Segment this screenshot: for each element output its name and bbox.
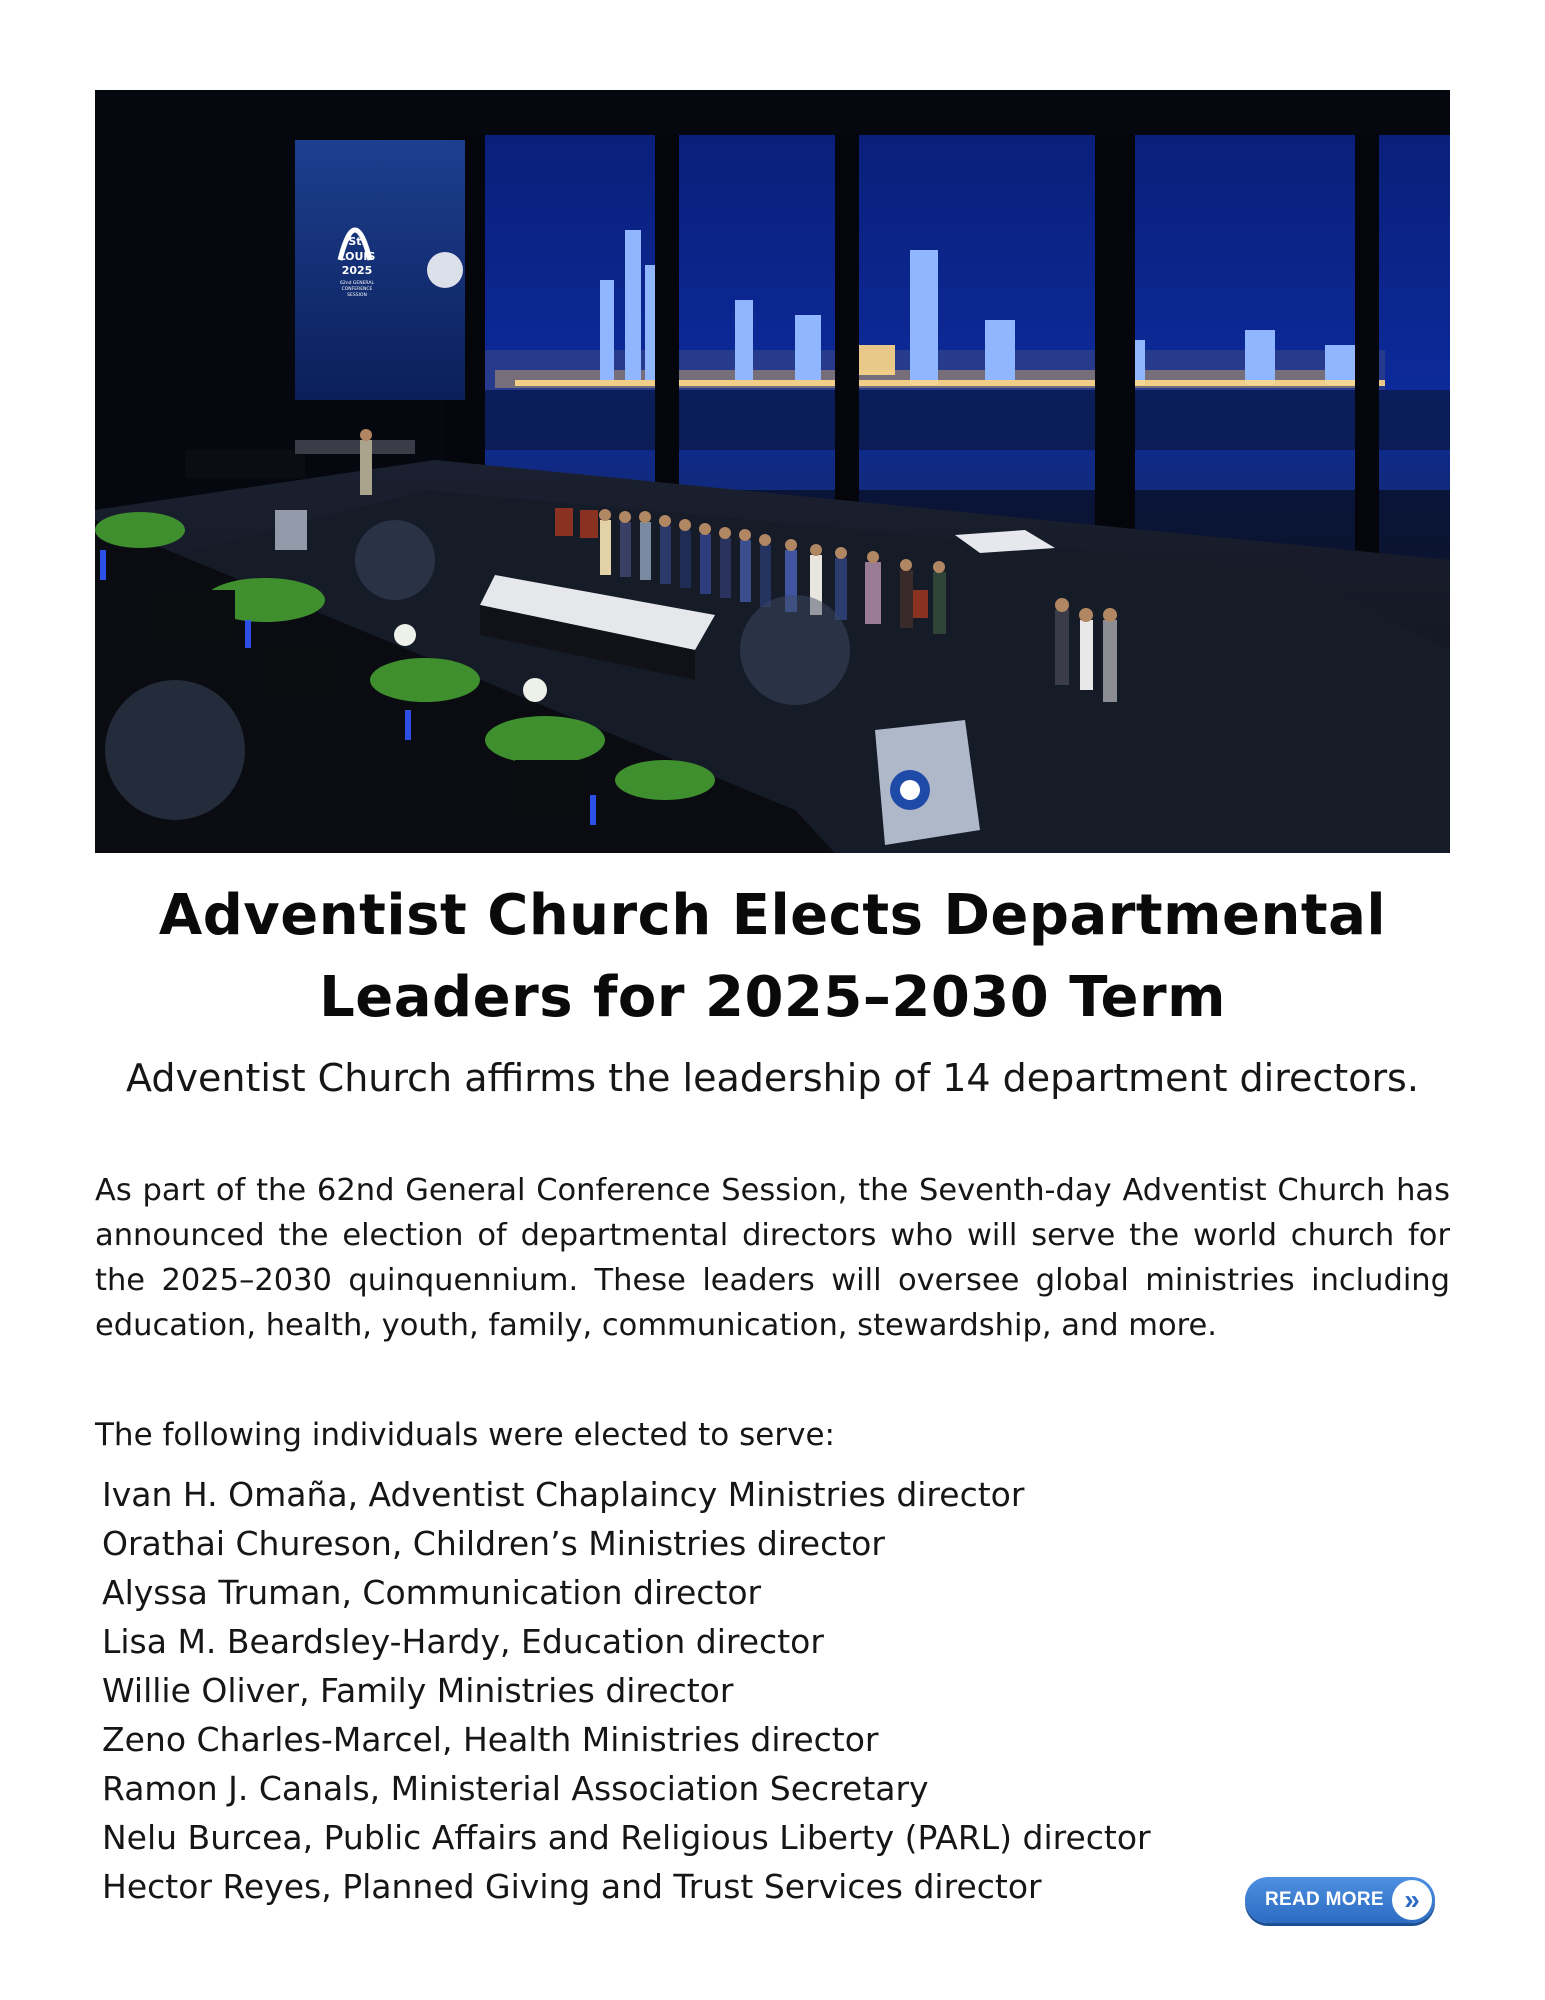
list-item: Ramon J. Canals, Ministerial Association Secretary — [102, 1769, 929, 1808]
stage-scene — [95, 90, 1450, 853]
article-paragraph: As part of the 62nd General Conference Session, the Seventh-day Adventist Church has announced the election of departmental directors who will serve the world church for the 2025–2030 quinquennium. These leaders will oversee global ministries including education, health, youth, family, communication, stewardship, and more. — [95, 1173, 1450, 1343]
svg-text:St.: St. — [348, 235, 366, 248]
list-item: Zeno Charles-Marcel, Health Ministries director — [102, 1720, 879, 1759]
list-intro: The following individuals were elected to serve: — [95, 1417, 835, 1453]
article-headline — [95, 875, 1450, 1039]
svg-text:CONFERENCE: CONFERENCE — [341, 287, 373, 292]
svg-text:LOUIS: LOUIS — [338, 250, 376, 263]
article-subheadline: Adventist Church affirms the leadership of 14 department directors. — [126, 1056, 1419, 1100]
list-item: Hector Reyes, Planned Giving and Trust Services director — [102, 1867, 1042, 1906]
list-item: Nelu Burcea, Public Affairs and Religious Liberty (PARL) director — [102, 1818, 1151, 1857]
svg-text:2025: 2025 — [341, 264, 373, 277]
svg-text:62nd GENERAL: 62nd GENERAL — [340, 281, 374, 286]
headline-line-2: Leaders for 2025–2030 Term — [319, 965, 1226, 1030]
double-chevron-right-icon: » — [1392, 1880, 1432, 1920]
hero-photo — [95, 90, 1450, 853]
list-item: Willie Oliver, Family Ministries director — [102, 1671, 734, 1710]
list-item: Ivan H. Omaña, Adventist Chaplaincy Ministries director — [102, 1475, 1025, 1514]
headline-line-1: Adventist Church Elects Departmental — [158, 883, 1387, 948]
list-item: Lisa M. Beardsley-Hardy, Education director — [102, 1622, 824, 1661]
list-item: Orathai Chureson, Children’s Ministries director — [102, 1524, 885, 1563]
leaders-list — [102, 1470, 1302, 1911]
read-more-button[interactable] — [1245, 1877, 1435, 1923]
svg-text:SESSION: SESSION — [347, 293, 367, 298]
list-item: Alyssa Truman, Communication director — [102, 1573, 762, 1612]
read-more-label: READ MORE — [1265, 1889, 1384, 1910]
